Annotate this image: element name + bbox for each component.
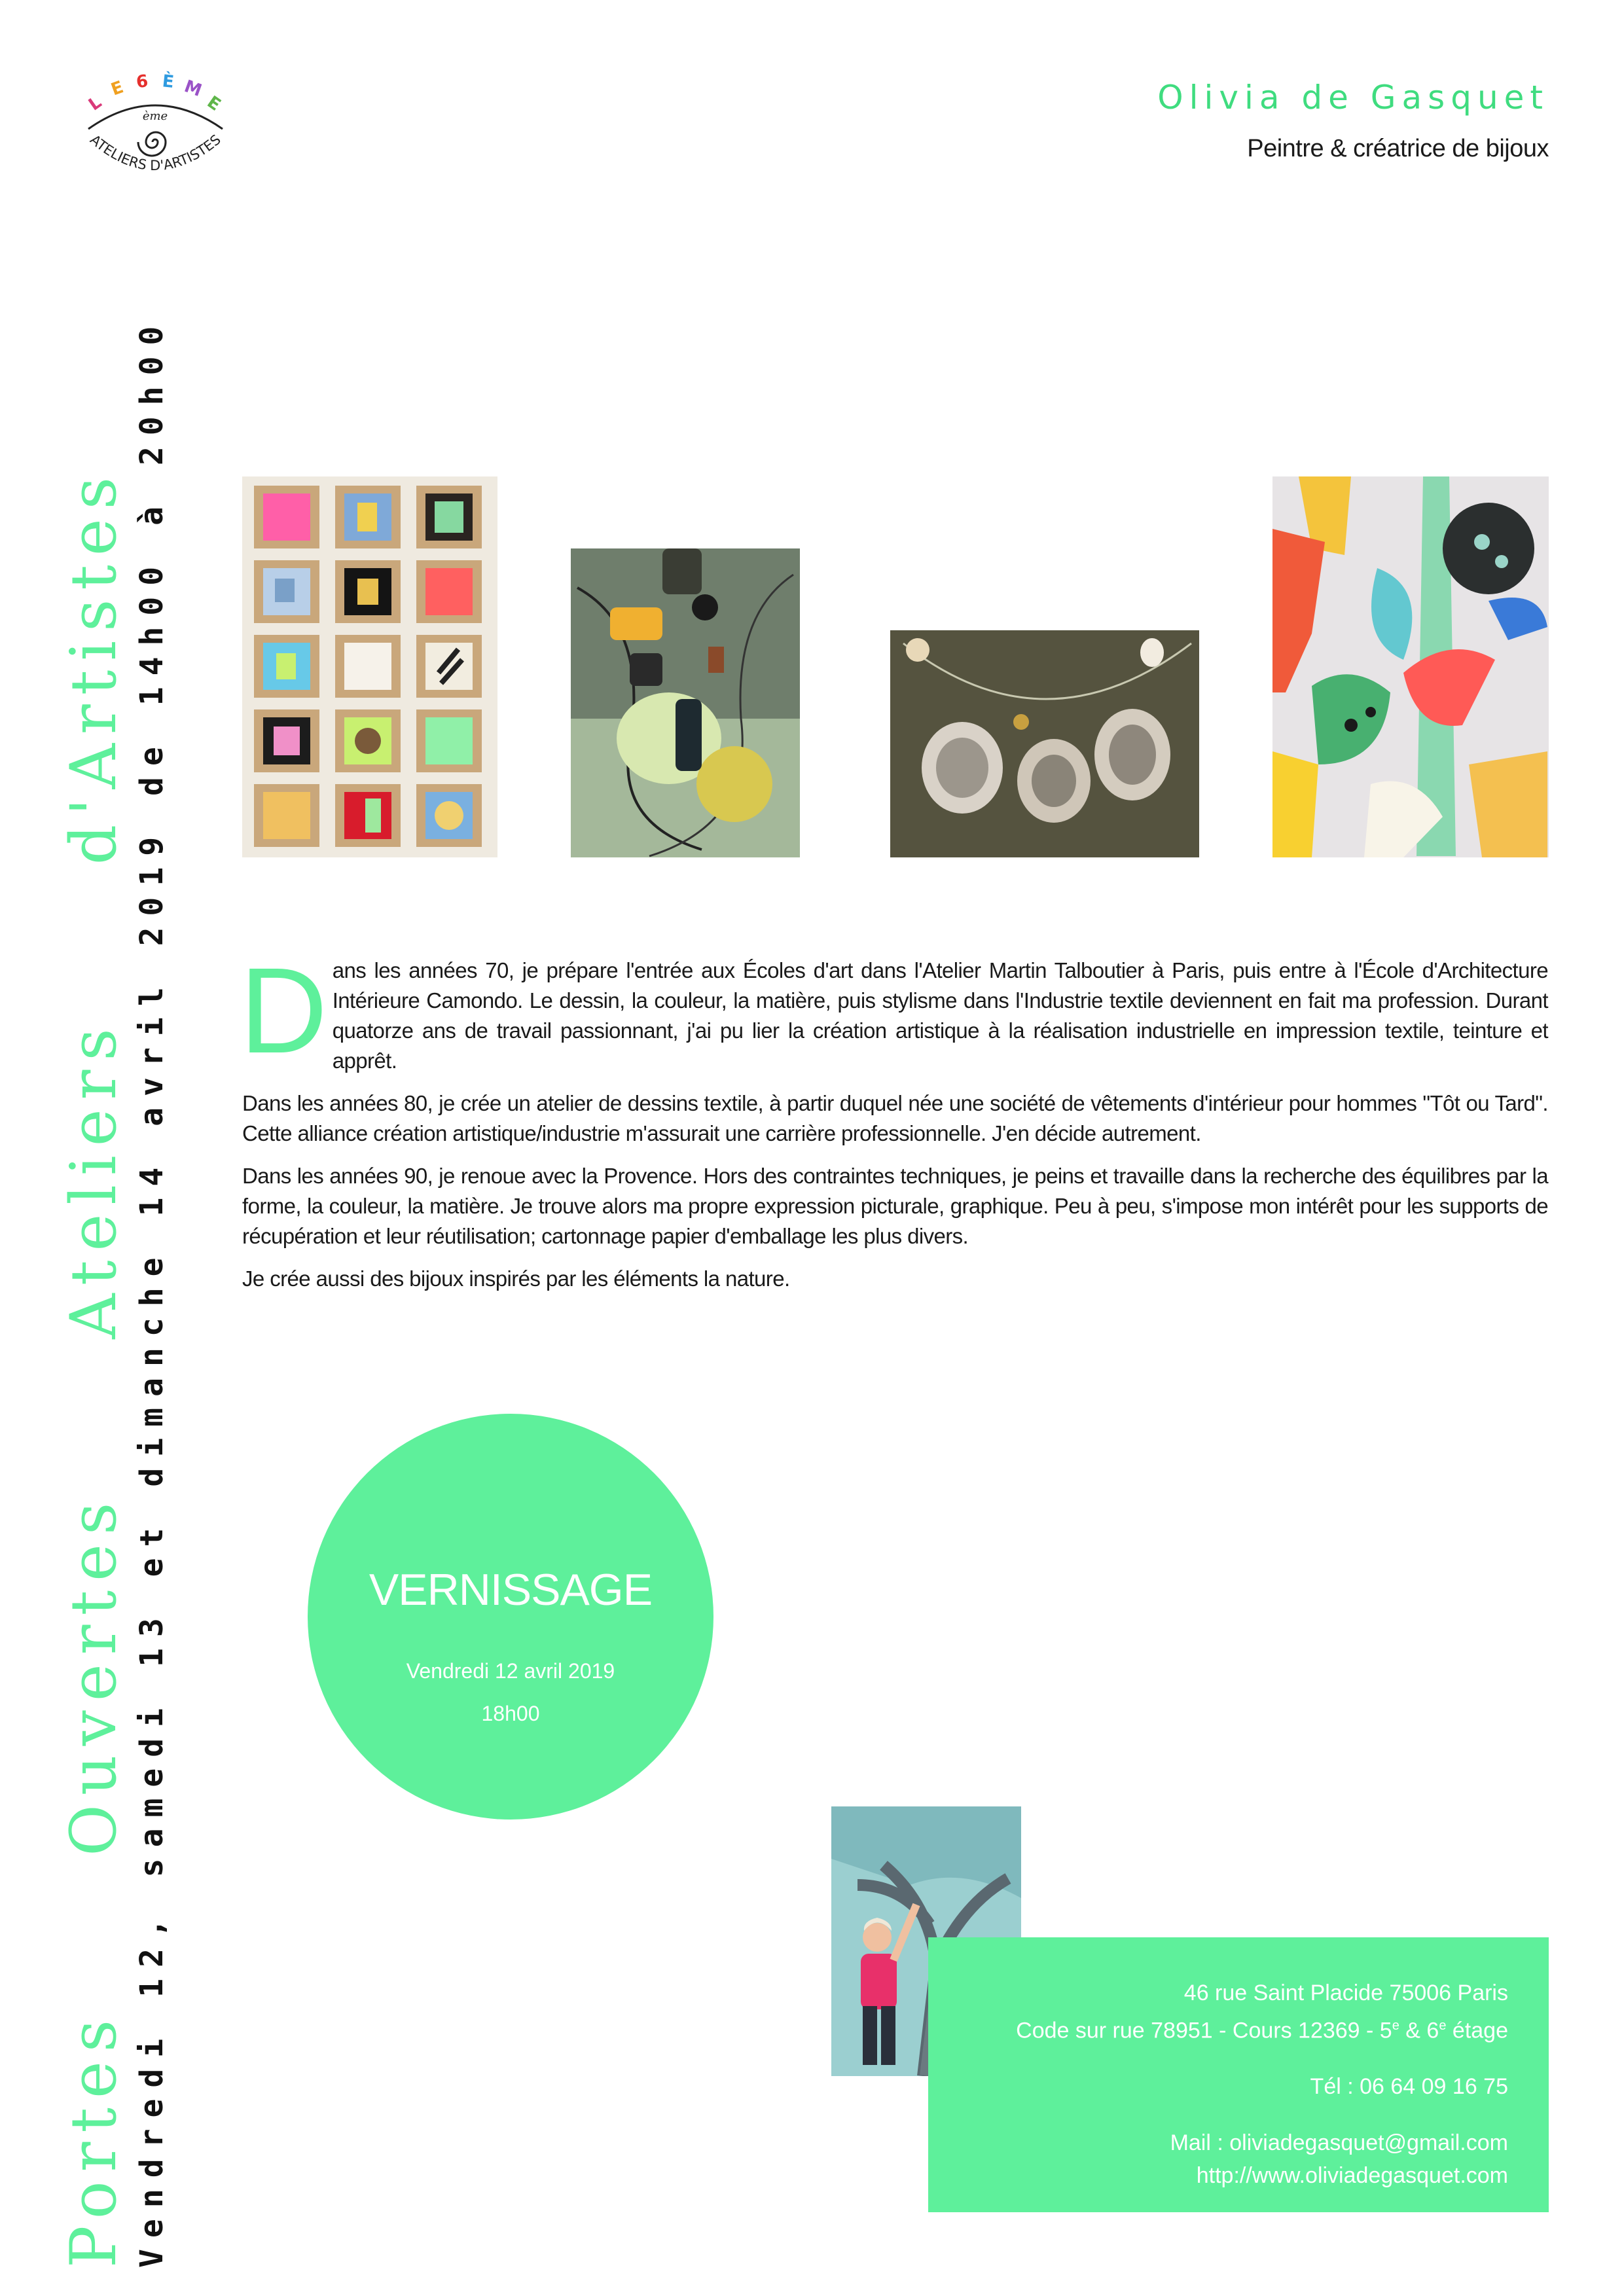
logo-letter: L	[85, 92, 105, 115]
email-link[interactable]: Mail : oliviadegasquet@gmail.com	[1170, 2130, 1508, 2156]
artist-role: Peintre & créatrice de bijoux	[1247, 135, 1549, 162]
logo-letter: È	[161, 71, 175, 92]
access-code-line: Code sur rue 78951 - Cours 12369 - 5e & 6e étage	[1016, 2018, 1508, 2043]
artwork-shell-necklace	[890, 630, 1199, 857]
logo-letter: M	[181, 76, 205, 101]
address-line: 46 rue Saint Placide 75006 Paris	[1183, 1981, 1508, 2005]
bio-paragraph: Dans les années 80, je crée un atelier de dessins textile, à partir duquel née une société de vêtements d'intérieur pour hommes "Tôt ou Tard". Cette alliance création artistique/industrie m'assurait une carrière professionnelle. J'en décide autrement.	[242, 1091, 1548, 1145]
vernissage-time: 18h00	[481, 1702, 540, 1725]
logo-mark: ème	[142, 109, 168, 123]
phone-line: Tél : 06 64 09 16 75	[1310, 2074, 1508, 2100]
ateliers-logo	[72, 69, 242, 187]
bio-paragraph: Je crée aussi des bijoux inspirés par les éléments la nature.	[242, 1266, 790, 1291]
bio-paragraph: Dans les années 90, je renoue avec la Provence. Hors des contraintes techniques, je peins et travaille dans la recherche des équilibres par la forme, la couleur, la matière. Je trouve alors ma propre expression picturale, graphique. Peu à peu, s'impose mon intérêt pour les supports de récupération et leur réutilisation; cartonnage papier d'emballage les plus divers.	[242, 1164, 1548, 1248]
event-side-banner	[57, 315, 190, 2268]
page-header	[1157, 79, 1549, 163]
event-title: Portes Ouvertes Ateliers d'Artistes	[57, 468, 130, 2268]
artwork-bead-necklace	[571, 548, 800, 857]
artwork-squares-grid	[242, 476, 497, 857]
bio-text: ans les années 70, je prépare l'entrée aux Écoles d'art dans l'Atelier Martin Talboutier à Paris, puis entre à l'École d'Architecture Intérieure Camondo. Le dessin, la couleur, la matière, puis stylisme dans l'Industrie textile deviennent en fait ma profession. Durant quatorze ans de travail passionnant, j'ai pu lier la création artistique à la réalisation industrielle en impression textile, teinture et apprêt.	[332, 958, 1548, 1073]
event-dates: Vendredi 12, samedi 13 et dimanche 14 avril 2019 de 14h00 à 20h00	[134, 315, 170, 2268]
contact-block	[928, 1937, 1549, 2212]
vernissage-date: Vendredi 12 avril 2019	[406, 1659, 615, 1683]
bio-paragraph	[240, 943, 1548, 1079]
website-link[interactable]: http://www.oliviadegasquet.com	[1196, 2163, 1508, 2189]
artist-biography	[240, 943, 1548, 1306]
logo-letter: 6	[135, 71, 149, 92]
logo-letter: E	[203, 92, 225, 115]
artwork-birds-collage	[1272, 476, 1549, 857]
logo-letter: E	[108, 77, 126, 100]
spiral-icon	[138, 132, 166, 156]
artist-name: Olivia de Gasquet	[1157, 79, 1549, 117]
logo-subtitle: ATELIERS D'ARTISTES	[87, 132, 224, 174]
dropcap-letter: D	[240, 943, 327, 1079]
vernissage-badge	[308, 1414, 713, 1820]
vernissage-title: VERNISSAGE	[369, 1565, 653, 1615]
